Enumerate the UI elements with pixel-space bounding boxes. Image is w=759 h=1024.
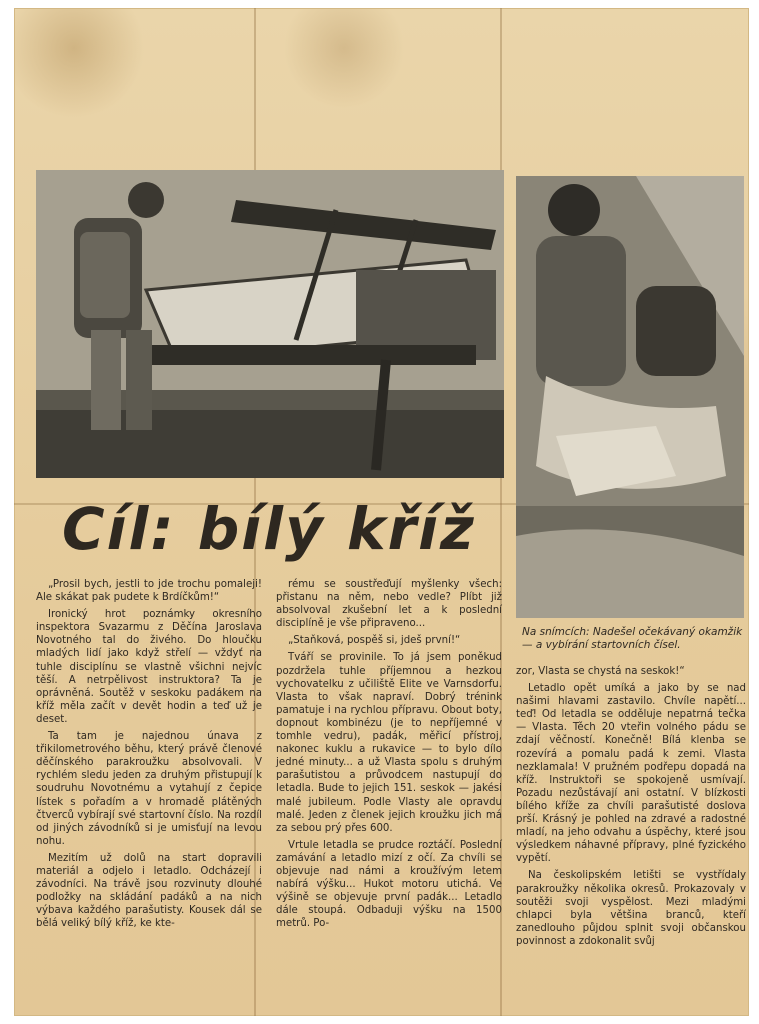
article-headline: Cíl: bílý kříž <box>62 495 476 563</box>
paragraph: „Staňková, pospěš si, jdeš první!“ <box>288 635 461 647</box>
newspaper-clipping <box>14 8 749 1016</box>
paragraph: Mezitím už dolů na start dopravili materiál a odjelo i letadlo. Odcházejí i závodníci. Na trávě jsou rozvinuty dlouhé podložky na skládání padáků a na nich výbava každého parašutisty. Kousek dál se bělá veliký bílý kříž, ke kte- <box>36 852 262 930</box>
aircraft-photo <box>36 170 504 478</box>
parachutists-photo <box>516 176 744 618</box>
photo-caption: Na snímcích: Nadešel očekávaný okamžik — a vybírání startovních čísel. <box>522 626 743 651</box>
parachutists-drawing-numbers-photo-icon <box>516 176 744 618</box>
aircraft-and-parachutist-photo-icon <box>36 170 504 478</box>
article-column-3 <box>516 665 746 952</box>
paragraph: Ironický hrot poznámky okresního inspektora Svazarmu z Děčína Jaroslava Novotného tal do živého. Do hloučku mladých lidí jako když střelí — vždyť na tuhle disciplínu se vlastně všichni nejvíc těší. A netrpělivost instruktora? Ta je oprávněná. Soutěž v seskoku padákem na kříž měla začít v devět hodin a teď už je deset. <box>36 609 262 725</box>
paragraph: rému se soustřeďují myšlenky všech: přistanu na něm, nebo vedle? Plíbt již absolvoval zkušební let a k poslední disciplíně je vše připraveno... <box>276 579 502 630</box>
article-column-2 <box>276 578 502 934</box>
paragraph: Tváří se provinile. To já jsem poněkud pozdržela tuhle příjemnou a hezkou vychovatelku z učiliště Elite ve Varnsdorfu. Vlasta to však napraví. Dobrý trénink pamatuje i na rychlou přípravu. Obout boty, dopnout kombinézu (je to nepříjemné v tomhle vedru), padák, měřicí přístroj, nakonec kuklu a rukavice — to bylo dílo jedné minuty... a už Vlasta spolu s druhým parašutistou a průvodcem nastupují do letadla. Bude to jejich 151. seskok — jakési malé jubileum. Podle Vlasty ale opravdu malé. Jeden z členek jejich kroužku jich má za sebou prý přes 600. <box>276 652 502 834</box>
paragraph: Ta tam je najednou únava z třikilometrového běhu, který právě členové děčínského parakroužku absolvovali. V rychlém sledu jeden za druhým přistupují k soudruhu Novotnému a vytahují z čepice lístek s pořadím a v hromadě plátěných čtverců vybírají své startovní číslo. Na rozdíl od jiných závodníků si je umisťují na levou nohu. <box>36 731 262 847</box>
paragraph: Letadlo opět umíká a jako by se nad našimi hlavami zastavilo. Chvíle napětí... teď! Od letadla se odděluje nepatrná tečka — Vlasta. Těch 20 vteřin volného pádu se zdají věčností. Konečně! Bílá klenba se rozevírá a pomalu padá k zemi. Vlasta nezklamala! V pružném podřepu dopadá na kříž. Instruktoři se spokojeně usmívají. Pozadu nezůstávají ani ostatní. V blízkosti bílého kříže za chvíli parašutisté doslova prší. Krásný je pohled na zdravé a radostné mladí, na jeho odvahu a úspěchy, které jsou výsledkem náhavné přípravy, plné fyzického vypětí. <box>516 683 746 865</box>
paragraph: zor, Vlasta se chystá na seskok!“ <box>516 666 685 677</box>
paragraph: Vrtule letadla se prudce roztáčí. Poslední zamávání a letadlo mizí z očí. Za chvíli se objevuje nad námi a kroužívým letem nabírá výšku... Hukot motoru utichá. Ve výšině se objevuje první padák... Letadlo dále stoupá. Odbaduji výšku na 1500 metrů. Po- <box>276 839 502 930</box>
article-column-1 <box>36 578 262 934</box>
paragraph: „Prosil bych, jestli to jde trochu pomaleji! Ale skákat pak pudete k Brdíčkům!“ <box>36 579 262 604</box>
paragraph: Na českolipském letišti se vystřídaly parakroužky několika okresů. Prokazovaly v soutěži svoji vyspělost. Mezi mladými chlapci byla většina branců, kteří zanedlouho půjdou splnit svoji občanskou povinnost a zdokonalit svůj <box>516 870 746 947</box>
